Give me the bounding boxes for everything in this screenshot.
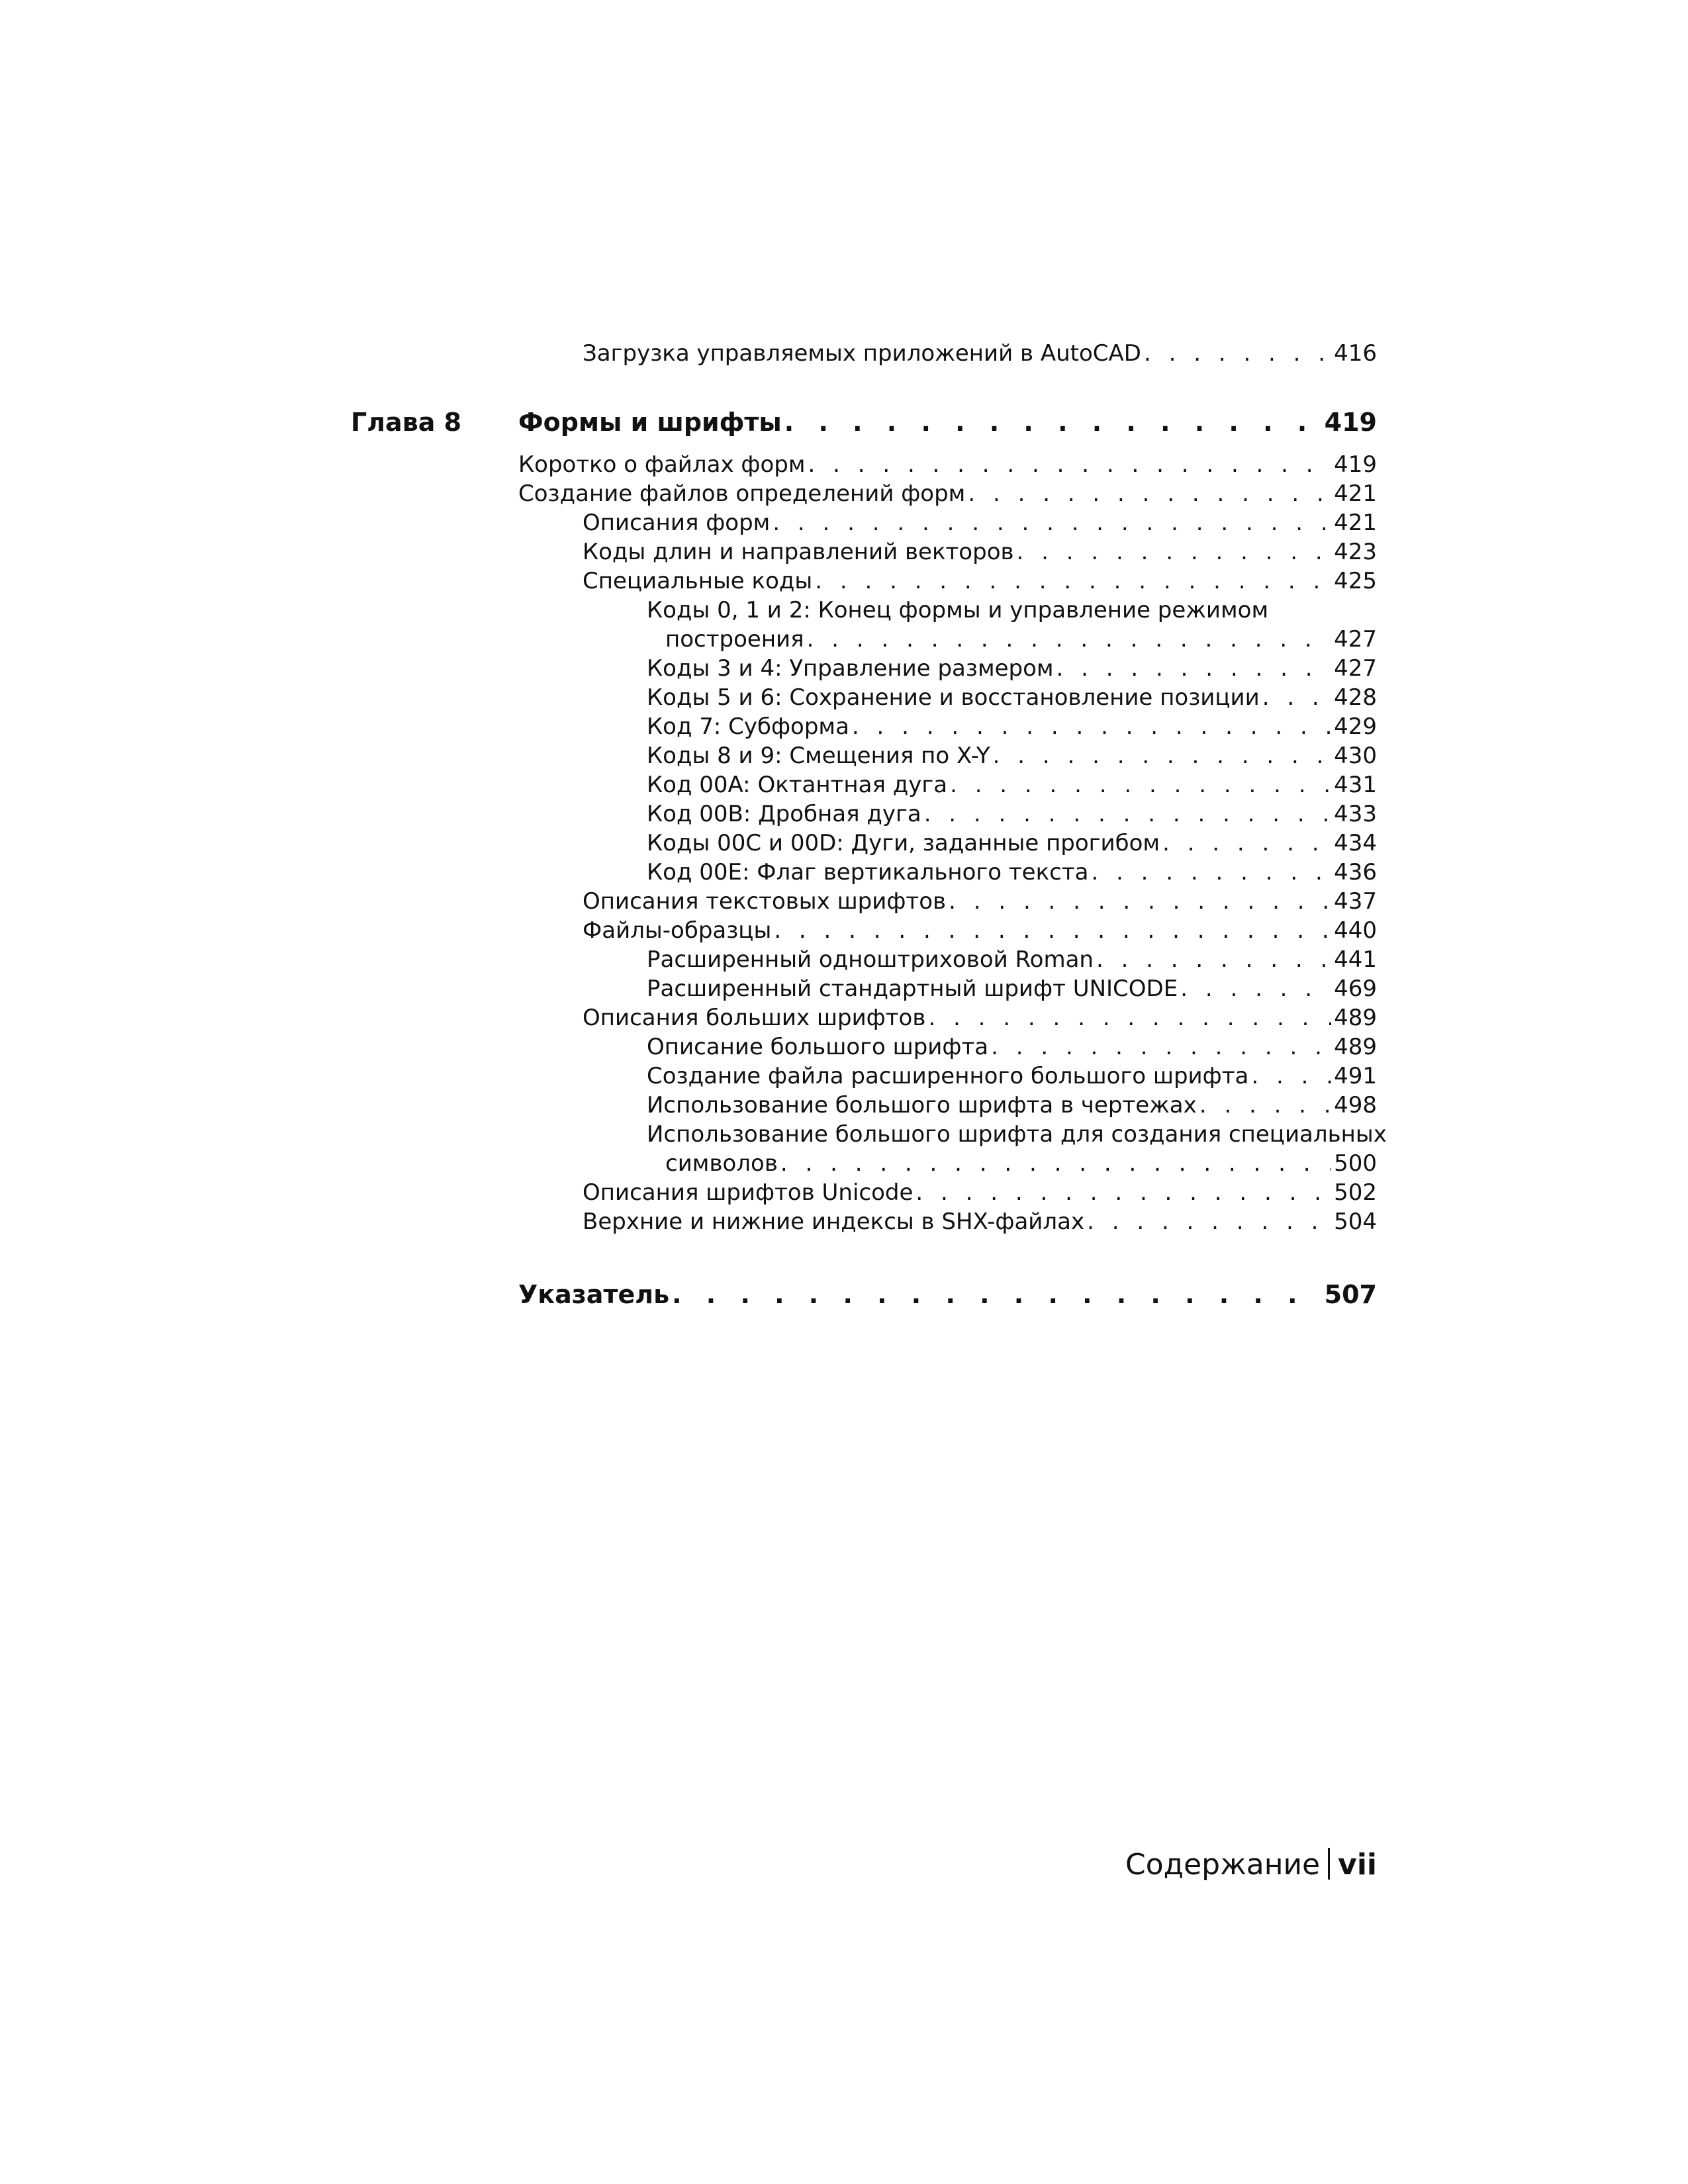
toc-leader-dots [672, 1280, 1322, 1309]
toc-leader-dots [1180, 974, 1331, 1003]
toc-entry-page: 502 [1334, 1179, 1377, 1206]
toc-entry [647, 799, 1377, 829]
toc-entry-title: Описания форм [583, 510, 771, 536]
toc-leader-dots [780, 1149, 1331, 1178]
toc-entry [647, 1032, 1377, 1062]
toc-entry-title-cont: символов [665, 1150, 778, 1177]
toc-leader-dots [950, 770, 1331, 799]
toc-entry-page: 416 [1334, 340, 1377, 367]
toc-leader-dots [1096, 945, 1331, 974]
toc-entry-title: Описания больших шрифтов [583, 1005, 926, 1031]
toc-entry-title: Создание файлов определений форм [518, 480, 966, 507]
toc-leader-dots [808, 450, 1331, 479]
toc-entry-title: Коды длин и направлений векторов [583, 539, 1014, 565]
chapter-title: Формы и шрифты [518, 408, 782, 437]
toc-entry-page: 431 [1334, 772, 1377, 798]
toc-entry-title: Использование большого шрифта для создания специальных [647, 1121, 1387, 1148]
toc-entry-page: 429 [1334, 713, 1377, 740]
toc-leader-dots [993, 741, 1331, 770]
toc-leader-dots [1199, 1091, 1331, 1120]
toc-entry-title: Загрузка управляемых приложений в AutoCAD [583, 340, 1141, 367]
toc-entry-page: 469 [1334, 976, 1377, 1002]
index-title: Указатель [518, 1280, 670, 1309]
page-footer [1125, 1846, 1377, 1884]
toc-entry [583, 887, 1377, 916]
toc-entry-page: 491 [1334, 1063, 1377, 1089]
toc-entry [647, 1062, 1377, 1091]
toc-entry [665, 625, 1377, 654]
toc-leader-dots [1262, 683, 1331, 712]
toc-entry-page: 421 [1334, 510, 1377, 536]
chapter-page: 419 [1324, 408, 1377, 437]
toc-entry-page: 421 [1334, 480, 1377, 507]
toc-entry [647, 974, 1377, 1003]
toc-entry [583, 339, 1377, 368]
toc-entry [647, 858, 1377, 887]
toc-entry [583, 1003, 1377, 1032]
toc-entry-title: Коды 5 и 6: Сохранение и восстановление позиции [647, 684, 1260, 711]
toc-entry [583, 508, 1377, 537]
toc-leader-dots [924, 799, 1331, 829]
toc-entry [647, 829, 1377, 858]
toc-entry [583, 537, 1377, 567]
toc-entry [583, 1178, 1377, 1207]
toc-leader-dots [1144, 339, 1331, 368]
toc-leader-dots [1251, 1062, 1331, 1091]
toc-leader-dots [773, 508, 1331, 537]
index-page: 507 [1324, 1280, 1377, 1309]
footer-page-number: vii [1338, 1848, 1377, 1882]
toc-entry-title: Коды 00C и 00D: Дуги, заданные прогибом [647, 830, 1160, 856]
toc-leader-dots [815, 567, 1331, 596]
toc-entry [647, 712, 1377, 741]
toc-entry-page: 427 [1334, 626, 1377, 653]
toc-leader-dots [1056, 654, 1332, 683]
toc-entry-title: Коды 8 и 9: Смещения по X-Y [647, 743, 990, 769]
toc-entry-title: Код 00B: Дробная дуга [647, 801, 921, 827]
toc-entry-title: Описания текстовых шрифтов [583, 888, 947, 915]
toc-entry-title: Код 00E: Флаг вертикального текста [647, 859, 1089, 886]
toc-entry-page: 436 [1334, 859, 1377, 886]
toc-entry-title: Верхние и нижние индексы в SHX-файлах [583, 1208, 1085, 1235]
toc-entry [518, 479, 1377, 508]
toc-leader-dots [1087, 1207, 1331, 1236]
toc-entry-title: Использование большого шрифта в чертежах [647, 1092, 1197, 1118]
toc-entry [647, 945, 1377, 974]
toc-entry-title: Код 00A: Октантная дуга [647, 772, 948, 798]
footer-separator [1328, 1848, 1330, 1880]
toc-leader-dots [774, 916, 1331, 945]
toc-entry-page: 441 [1334, 946, 1377, 973]
toc-entry-title: Расширенный одноштриховой Roman [647, 946, 1094, 973]
toc-leader-dots [1091, 858, 1331, 887]
toc-entry-page: 419 [1334, 451, 1377, 478]
toc-entry-title: Специальные коды [583, 568, 813, 594]
toc-entry-title: Создание файла расширенного большого шрифта [647, 1063, 1249, 1089]
toc-entry-title: Коротко о файлах форм [518, 451, 806, 478]
toc-entry [647, 654, 1377, 683]
footer-section-title: Содержание [1125, 1848, 1321, 1882]
toc-leader-dots [949, 887, 1331, 916]
toc-entry-page: 437 [1334, 888, 1377, 915]
toc-entry-page: 504 [1334, 1208, 1377, 1235]
toc-entry-page: 440 [1334, 917, 1377, 944]
toc-entry [518, 450, 1377, 479]
toc-entry [647, 770, 1377, 799]
toc-entry-page: 423 [1334, 539, 1377, 565]
toc-entry [647, 741, 1377, 770]
toc-entry-page: 433 [1334, 801, 1377, 827]
toc-entry-title: Коды 3 и 4: Управление размером [647, 655, 1054, 682]
toc-entry-page: 434 [1334, 830, 1377, 856]
toc-leader-dots [928, 1003, 1331, 1032]
index-entry [518, 1280, 1377, 1309]
toc-entry-page: 489 [1334, 1034, 1377, 1060]
toc-entry-title: Коды 0, 1 и 2: Конец формы и управление режимом [647, 597, 1269, 623]
toc-entry-page: 498 [1334, 1092, 1377, 1118]
toc-entry [647, 1091, 1377, 1120]
toc-entry-page: 427 [1334, 655, 1377, 682]
toc-entry-page: 489 [1334, 1005, 1377, 1031]
toc-entry [665, 1149, 1377, 1178]
toc-leader-dots [807, 625, 1331, 654]
toc-entry-page: 500 [1334, 1150, 1377, 1177]
toc-leader-dots [968, 479, 1331, 508]
chapter-heading [518, 408, 1377, 437]
toc-entry-title-cont: построения [665, 626, 804, 653]
chapter-label: Глава 8 [351, 408, 462, 437]
toc-entry-title: Код 7: Субформа [647, 713, 849, 740]
toc-entry [583, 1207, 1377, 1236]
toc-entry-page: 428 [1334, 684, 1377, 711]
toc-leader-dots [991, 1032, 1331, 1062]
toc-leader-dots [915, 1178, 1331, 1207]
toc-entry-title: Файлы-образцы [583, 917, 772, 944]
toc-leader-dots [852, 712, 1331, 741]
toc-entry-page: 430 [1334, 743, 1377, 769]
toc-entry [583, 916, 1377, 945]
toc-leader-dots [1162, 829, 1331, 858]
toc-entry-page: 425 [1334, 568, 1377, 594]
toc-entry [647, 683, 1377, 712]
toc-entry-title: Описания шрифтов Unicode [583, 1179, 914, 1206]
toc-entry-title: Расширенный стандартный шрифт UNICODE [647, 976, 1178, 1002]
toc-entry [583, 567, 1377, 596]
toc-leader-dots [784, 408, 1322, 437]
toc-leader-dots [1017, 537, 1332, 567]
toc-entry-title: Описание большого шрифта [647, 1034, 989, 1060]
